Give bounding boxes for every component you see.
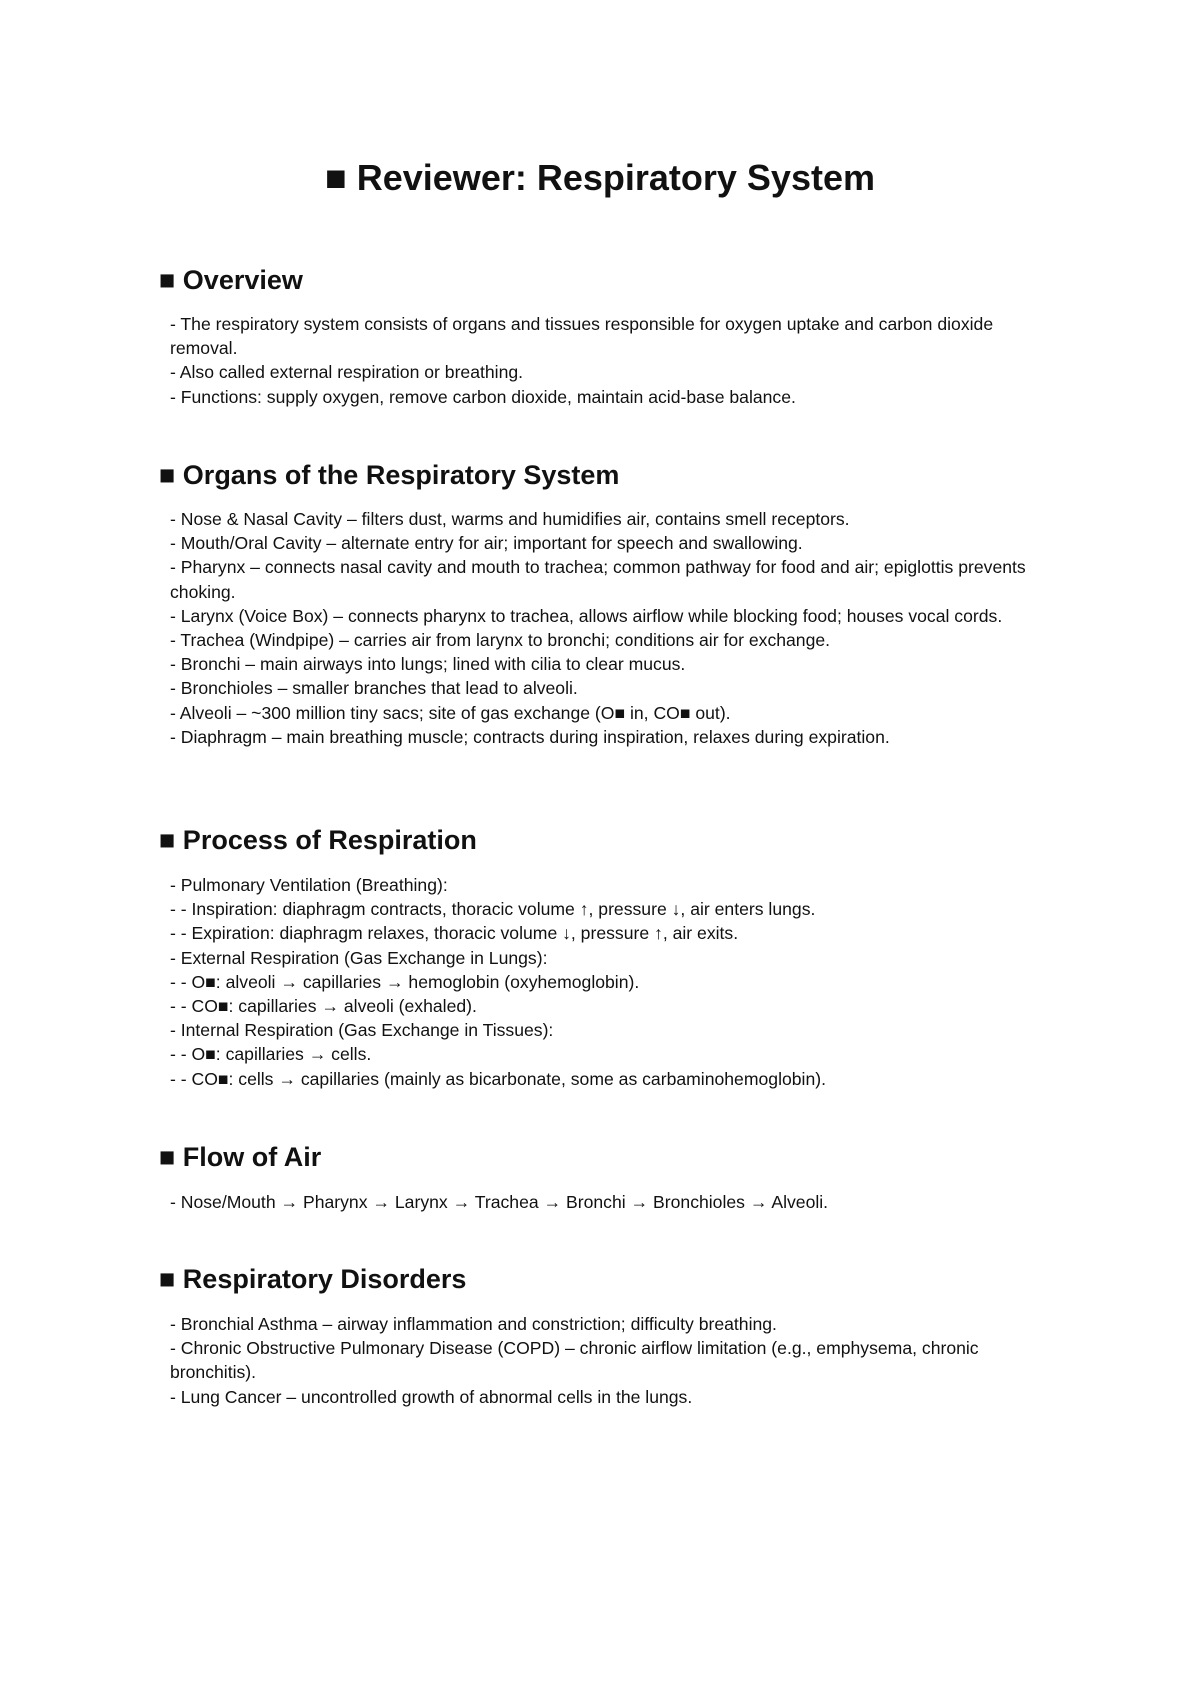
list-item: - Pharynx – connects nasal cavity and mouth to trachea; common pathway for food and air; epiglottis prevents choking. — [170, 557, 1026, 602]
list-item: - Mouth/Oral Cavity – alternate entry for air; important for speech and swallowing. — [170, 533, 803, 554]
list-item: - Diaphragm – main breathing muscle; contracts during inspiration, relaxes during expiration. — [170, 726, 890, 747]
section-heading-flow-of-air: ■ Flow of Air — [159, 1142, 322, 1172]
list-item: - - Expiration: diaphragm relaxes, thoracic volume ↓, pressure ↑, air exits. — [170, 923, 739, 944]
section-body-disorders — [170, 1312, 1050, 1409]
list-item: - Functions: supply oxygen, remove carbon dioxide, maintain acid-base balance. — [170, 386, 796, 407]
section-body-organs — [170, 507, 1050, 749]
list-item: - - O■: alveoli → capillaries → hemoglobin (oxyhemoglobin). — [170, 971, 640, 992]
list-item: - Lung Cancer – uncontrolled growth of abnormal cells in the lungs. — [170, 1386, 693, 1407]
list-item: - - Inspiration: diaphragm contracts, thoracic volume ↑, pressure ↓, air enters lungs. — [170, 899, 816, 920]
section-heading-disorders: ■ Respiratory Disorders — [159, 1264, 467, 1294]
list-item: - Nose & Nasal Cavity – filters dust, warms and humidifies air, contains smell receptors. — [170, 509, 850, 529]
section-body-flow-of-air — [170, 1190, 1050, 1214]
list-item: - Nose/Mouth → Pharynx → Larynx → Trachea → Bronchi → Bronchioles → Alveoli. — [170, 1192, 829, 1212]
list-item: - Alveoli – ~300 million tiny sacs; site of gas exchange (O■ in, CO■ out). — [170, 702, 731, 723]
list-item: - - CO■: cells → capillaries (mainly as bicarbonate, some as carbaminohemoglobin). — [170, 1068, 826, 1089]
section-heading-overview: ■ Overview — [159, 265, 303, 295]
list-item: - Chronic Obstructive Pulmonary Disease (COPD) – chronic airflow limitation (e.g., emphysema, chronic bronchitis). — [170, 1338, 979, 1383]
list-item: - - CO■: capillaries → alveoli (exhaled). — [170, 996, 477, 1017]
list-item: - Internal Respiration (Gas Exchange in Tissues): — [170, 1020, 554, 1041]
list-item: - Larynx (Voice Box) – connects pharynx to trachea, allows airflow while blocking food; houses vocal cords. — [170, 605, 1003, 626]
list-item: - External Respiration (Gas Exchange in Lungs): — [170, 947, 548, 968]
list-item: - Bronchioles – smaller branches that lead to alveoli. — [170, 678, 578, 699]
section-body-process — [170, 873, 1050, 1091]
list-item: - Bronchi – main airways into lungs; lined with cilia to clear mucus. — [170, 654, 686, 675]
list-item: - Pulmonary Ventilation (Breathing): — [170, 875, 448, 895]
list-item: - Bronchial Asthma – airway inflammation and constriction; difficulty breathing. — [170, 1314, 777, 1334]
section-heading-process: ■ Process of Respiration — [159, 825, 477, 855]
list-item: - Trachea (Windpipe) – carries air from larynx to bronchi; conditions air for exchange. — [170, 630, 831, 651]
list-item: - Also called external respiration or breathing. — [170, 362, 524, 383]
list-item: - - O■: capillaries → cells. — [170, 1044, 372, 1065]
section-heading-organs: ■ Organs of the Respiratory System — [159, 460, 620, 490]
document-title: ■ Reviewer: Respiratory System — [325, 157, 875, 198]
list-item: - The respiratory system consists of organs and tissues responsible for oxygen uptake and carbon dioxide removal. — [170, 314, 994, 359]
section-body-overview — [170, 312, 1050, 409]
